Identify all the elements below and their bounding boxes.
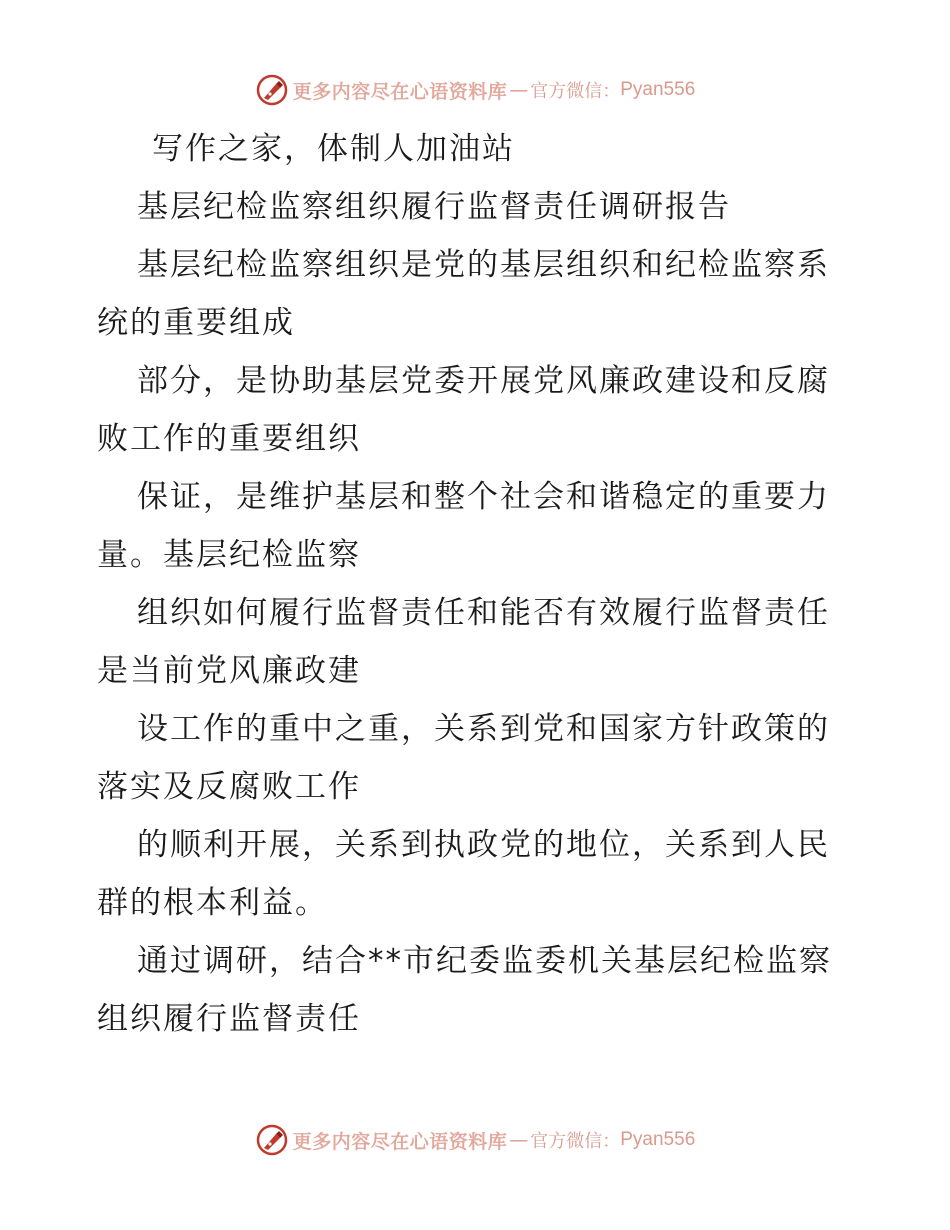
- footer-watermark-banner: [0, 1120, 950, 1160]
- promo-text: 更多内容尽在心语资料库: [292, 80, 508, 103]
- wechat-account-id: Pyan556: [620, 79, 696, 100]
- wechat-label: 官方微信：: [530, 81, 621, 102]
- paragraph-line: 组织如何履行监督责任和能否有效履行监督责任是当前党风廉政建: [97, 595, 830, 689]
- pen-nib-logo-icon: [255, 73, 289, 107]
- document-body: [97, 120, 857, 1048]
- source-line: 写作之家，体制人加油站: [152, 131, 515, 167]
- promo-text: 更多内容尽在心语资料库: [292, 1130, 508, 1153]
- wechat-account-id: Pyan556: [620, 1129, 696, 1150]
- paragraph-line: 通过调研，结合**市纪委监委机关基层纪检监察组织履行监督责任: [97, 943, 832, 1037]
- paragraph-line: 部分，是协助基层党委开展党风廉政建设和反腐败工作的重要组织: [97, 363, 830, 457]
- paragraph-line: 的顺利开展，关系到执政党的地位，关系到人民群的根本利益。: [97, 827, 830, 921]
- pen-nib-logo-icon: [255, 1123, 289, 1157]
- banner-separator: —: [509, 1129, 529, 1151]
- wechat-label: 官方微信：: [530, 1131, 621, 1152]
- header-watermark-banner: [0, 70, 950, 110]
- paragraph-line: 保证，是维护基层和整个社会和谐稳定的重要力量。基层纪检监察: [97, 479, 830, 573]
- paragraph-line: 设工作的重中之重，关系到党和国家方针政策的落实及反腐败工作: [97, 711, 830, 805]
- banner-separator: —: [509, 79, 529, 101]
- document-title: 基层纪检监察组织履行监督责任调研报告: [137, 189, 731, 225]
- paragraph-line: 基层纪检监察组织是党的基层组织和纪检监察系统的重要组成: [97, 247, 830, 341]
